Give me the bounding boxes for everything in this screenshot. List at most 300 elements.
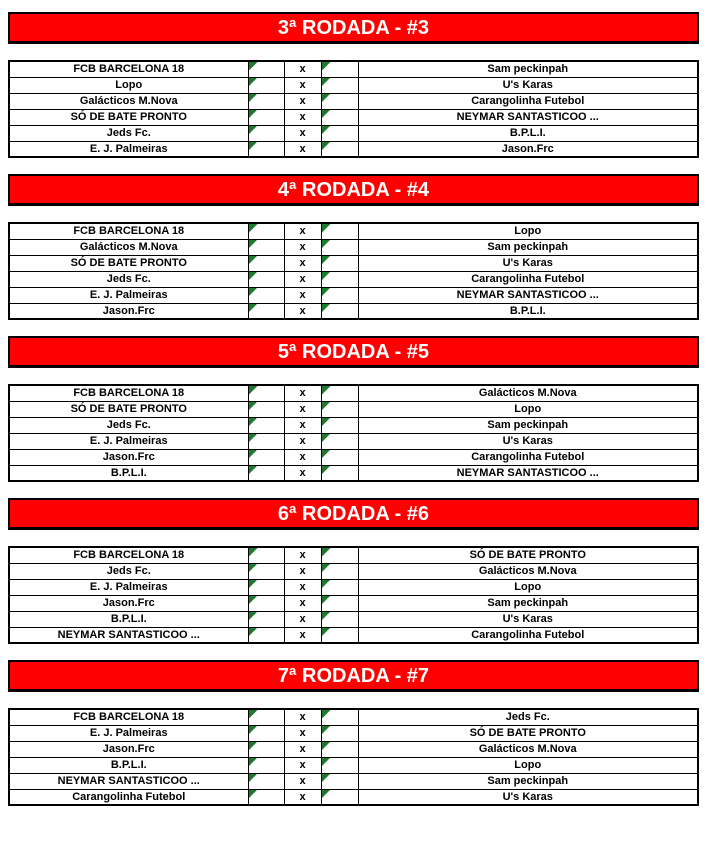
away-score-cell[interactable] (321, 627, 358, 643)
home-team-name: SÓ DE BATE PRONTO (70, 111, 187, 123)
comment-indicator-icon (322, 272, 331, 281)
comment-indicator-icon (322, 94, 331, 103)
home-team-cell[interactable] (9, 401, 248, 417)
comment-indicator-icon (249, 288, 258, 297)
comment-indicator-icon (249, 142, 258, 151)
home-score-cell[interactable] (248, 417, 284, 433)
home-score-cell[interactable] (248, 627, 284, 643)
home-score-cell[interactable] (248, 757, 284, 773)
away-team-cell[interactable] (358, 579, 698, 595)
comment-indicator-icon (249, 386, 258, 395)
home-team-cell[interactable] (9, 465, 248, 481)
round-title: 3ª RODADA - #3 (277, 16, 430, 39)
comment-indicator-icon (249, 78, 258, 87)
comment-indicator-icon (249, 564, 258, 573)
versus-cell (284, 239, 321, 255)
home-score-cell[interactable] (248, 255, 284, 271)
versus-cell (284, 725, 321, 741)
away-team-cell[interactable] (358, 449, 698, 465)
match-row (9, 93, 698, 109)
away-score-cell[interactable] (321, 563, 358, 579)
home-team-cell[interactable] (9, 547, 248, 563)
versus-cell (284, 385, 321, 401)
round-section (8, 498, 699, 644)
home-team-cell[interactable] (9, 141, 248, 157)
away-team-cell[interactable] (358, 125, 698, 141)
away-score-cell[interactable] (321, 725, 358, 741)
home-score-cell[interactable] (248, 223, 284, 239)
comment-indicator-icon (249, 62, 258, 71)
home-team-cell[interactable] (9, 709, 248, 725)
home-team-cell[interactable] (9, 303, 248, 319)
comment-indicator-icon (249, 774, 258, 783)
comment-indicator-icon (249, 272, 258, 281)
away-team-name: Carangolinha Futebol (471, 451, 585, 463)
versus-cell (284, 789, 321, 805)
round-banner (8, 336, 699, 368)
away-score-cell[interactable] (321, 773, 358, 789)
home-team-cell[interactable] (9, 579, 248, 595)
home-team-cell[interactable] (9, 61, 248, 77)
match-row (9, 757, 698, 773)
comment-indicator-icon (249, 596, 258, 605)
home-team-cell[interactable] (9, 595, 248, 611)
away-team-name: B.P.L.I. (509, 304, 546, 317)
home-score-cell[interactable] (248, 271, 284, 287)
versus-label: x (299, 759, 306, 771)
home-team-cell[interactable] (9, 611, 248, 627)
home-score-cell[interactable] (248, 595, 284, 611)
comment-indicator-icon (249, 94, 258, 103)
away-team-cell[interactable] (358, 141, 698, 157)
away-score-cell[interactable] (321, 239, 358, 255)
away-score-cell[interactable] (321, 579, 358, 595)
comment-indicator-icon (322, 596, 331, 605)
home-score-cell[interactable] (248, 401, 284, 417)
away-team-cell[interactable] (358, 789, 698, 805)
match-row (9, 449, 698, 465)
versus-label: x (299, 273, 306, 285)
versus-cell (284, 223, 321, 239)
round-title: 7ª RODADA - #7 (277, 664, 430, 687)
away-team-cell[interactable] (358, 271, 698, 287)
away-score-cell[interactable] (321, 141, 358, 157)
comment-indicator-icon (322, 240, 331, 249)
home-score-cell[interactable] (248, 547, 284, 563)
match-row (9, 611, 698, 627)
comment-indicator-icon (322, 402, 331, 411)
home-score-cell[interactable] (248, 579, 284, 595)
home-team-cell[interactable] (9, 789, 248, 805)
away-team-cell[interactable] (358, 433, 698, 449)
home-score-cell[interactable] (248, 109, 284, 125)
away-team-name: U's Karas (502, 790, 553, 803)
away-team-cell[interactable] (358, 239, 698, 255)
home-team-name: E. J. Palmeiras (89, 727, 168, 739)
match-row (9, 303, 698, 319)
comment-indicator-icon (249, 710, 258, 719)
away-score-cell[interactable] (321, 287, 358, 303)
matches-table (8, 708, 699, 806)
comment-indicator-icon (322, 628, 331, 637)
away-score-cell[interactable] (321, 595, 358, 611)
comment-indicator-icon (322, 78, 331, 87)
away-team-cell[interactable] (358, 595, 698, 611)
away-score-cell[interactable] (321, 547, 358, 563)
home-team-name: Jason.Frc (102, 304, 155, 317)
comment-indicator-icon (322, 774, 331, 783)
away-team-name: Lopo (514, 403, 542, 415)
match-row (9, 579, 698, 595)
versus-cell (284, 417, 321, 433)
away-score-cell[interactable] (321, 303, 358, 319)
comment-indicator-icon (322, 564, 331, 573)
away-team-cell[interactable] (358, 627, 698, 643)
versus-label: x (299, 257, 306, 269)
matches-body (9, 61, 698, 157)
home-team-name: Galácticos M.Nova (79, 241, 178, 253)
match-row (9, 547, 698, 563)
home-team-cell[interactable] (9, 741, 248, 757)
match-row (9, 401, 698, 417)
comment-indicator-icon (322, 742, 331, 751)
comment-indicator-icon (322, 726, 331, 735)
home-score-cell[interactable] (248, 725, 284, 741)
versus-cell (284, 579, 321, 595)
away-score-cell[interactable] (321, 417, 358, 433)
home-team-cell[interactable] (9, 223, 248, 239)
versus-cell (284, 109, 321, 125)
home-team-cell[interactable] (9, 271, 248, 287)
away-team-cell[interactable] (358, 109, 698, 125)
home-team-cell[interactable] (9, 563, 248, 579)
comment-indicator-icon (322, 224, 331, 233)
round-section (8, 660, 699, 806)
versus-cell (284, 255, 321, 271)
home-score-cell[interactable] (248, 385, 284, 401)
home-team-name: FCB BARCELONA 18 (73, 711, 185, 724)
away-score-cell[interactable] (321, 401, 358, 417)
match-row (9, 417, 698, 433)
home-score-cell[interactable] (248, 303, 284, 319)
away-team-cell[interactable] (358, 61, 698, 77)
versus-label: x (299, 451, 306, 463)
round-section (8, 12, 699, 158)
home-team-cell[interactable] (9, 125, 248, 141)
away-team-cell[interactable] (358, 611, 698, 627)
home-team-cell[interactable] (9, 433, 248, 449)
away-score-cell[interactable] (321, 433, 358, 449)
comment-indicator-icon (249, 126, 258, 135)
versus-cell (284, 93, 321, 109)
away-score-cell[interactable] (321, 449, 358, 465)
comment-indicator-icon (249, 418, 258, 427)
match-row (9, 109, 698, 125)
away-team-name: Sam peckinpah (487, 63, 569, 76)
comment-indicator-icon (249, 402, 258, 411)
home-score-cell[interactable] (248, 61, 284, 77)
home-team-name: Galácticos M.Nova (79, 95, 178, 107)
home-team-name: Jeds Fc. (106, 273, 151, 285)
home-team-cell[interactable] (9, 627, 248, 643)
away-score-cell[interactable] (321, 789, 358, 805)
home-team-name: B.P.L.I. (110, 466, 147, 479)
away-team-name: U's Karas (502, 435, 553, 447)
round-section (8, 336, 699, 482)
versus-label: x (299, 743, 306, 755)
match-row (9, 287, 698, 303)
home-score-cell[interactable] (248, 449, 284, 465)
home-team-cell[interactable] (9, 417, 248, 433)
away-team-cell[interactable] (358, 255, 698, 271)
versus-cell (284, 563, 321, 579)
versus-label: x (299, 597, 306, 609)
away-team-cell[interactable] (358, 417, 698, 433)
home-team-cell[interactable] (9, 239, 248, 255)
versus-cell (284, 741, 321, 757)
comment-indicator-icon (249, 224, 258, 233)
away-team-cell[interactable] (358, 757, 698, 773)
home-team-name: Jason.Frc (102, 451, 155, 463)
away-team-name: SÓ DE BATE PRONTO (469, 549, 586, 562)
home-team-name: E. J. Palmeiras (89, 142, 168, 155)
away-team-cell[interactable] (358, 741, 698, 757)
match-row (9, 741, 698, 757)
home-team-name: FCB BARCELONA 18 (73, 225, 185, 238)
round-banner (8, 498, 699, 530)
comment-indicator-icon (249, 742, 258, 751)
home-team-name: NEYMAR SANTASTICOO ... (57, 628, 200, 641)
match-row (9, 141, 698, 157)
versus-label: x (299, 225, 306, 238)
versus-cell (284, 125, 321, 141)
comment-indicator-icon (322, 418, 331, 427)
comment-indicator-icon (322, 110, 331, 119)
away-score-cell[interactable] (321, 125, 358, 141)
comment-indicator-icon (322, 386, 331, 395)
match-row (9, 789, 698, 805)
comment-indicator-icon (249, 580, 258, 589)
away-team-name: U's Karas (502, 257, 553, 269)
away-score-cell[interactable] (321, 109, 358, 125)
rounds-schedule (8, 12, 699, 806)
away-score-cell[interactable] (321, 93, 358, 109)
comment-indicator-icon (249, 790, 258, 799)
home-team-cell[interactable] (9, 287, 248, 303)
home-score-cell[interactable] (248, 93, 284, 109)
home-team-name: SÓ DE BATE PRONTO (70, 403, 187, 415)
versus-label: x (299, 711, 306, 724)
home-team-name: FCB BARCELONA 18 (73, 549, 185, 562)
home-score-cell[interactable] (248, 741, 284, 757)
matches-body (9, 385, 698, 481)
away-team-cell[interactable] (358, 303, 698, 319)
matches-body (9, 547, 698, 643)
versus-cell (284, 773, 321, 789)
match-row (9, 627, 698, 643)
away-team-name: Jason.Frc (501, 142, 554, 155)
away-score-cell[interactable] (321, 741, 358, 757)
away-score-cell[interactable] (321, 757, 358, 773)
versus-label: x (299, 727, 306, 739)
versus-cell (284, 61, 321, 77)
away-team-name: U's Karas (502, 613, 553, 625)
home-team-cell[interactable] (9, 109, 248, 125)
matches-table (8, 384, 699, 482)
home-team-name: E. J. Palmeiras (89, 435, 168, 447)
matches-table (8, 222, 699, 320)
match-row (9, 125, 698, 141)
home-score-cell[interactable] (248, 709, 284, 725)
match-row (9, 271, 698, 287)
away-team-cell[interactable] (358, 93, 698, 109)
comment-indicator-icon (249, 434, 258, 443)
match-row (9, 773, 698, 789)
away-team-cell[interactable] (358, 709, 698, 725)
away-team-cell[interactable] (358, 77, 698, 93)
round-title: 4ª RODADA - #4 (277, 178, 430, 201)
comment-indicator-icon (249, 548, 258, 557)
away-score-cell[interactable] (321, 611, 358, 627)
home-score-cell[interactable] (248, 773, 284, 789)
home-score-cell[interactable] (248, 125, 284, 141)
home-score-cell[interactable] (248, 287, 284, 303)
comment-indicator-icon (322, 580, 331, 589)
versus-label: x (299, 419, 306, 431)
versus-cell (284, 757, 321, 773)
home-team-name: Jason.Frc (102, 743, 155, 755)
away-team-name: Sam peckinpah (487, 597, 569, 609)
versus-label: x (299, 581, 306, 593)
versus-cell (284, 433, 321, 449)
home-team-cell[interactable] (9, 77, 248, 93)
versus-cell (284, 595, 321, 611)
away-team-name: Jeds Fc. (505, 711, 550, 724)
home-score-cell[interactable] (248, 611, 284, 627)
versus-label: x (299, 79, 306, 91)
away-team-cell[interactable] (358, 385, 698, 401)
versus-cell (284, 611, 321, 627)
versus-cell (284, 141, 321, 157)
versus-label: x (299, 289, 306, 301)
versus-label: x (299, 63, 306, 76)
round-banner (8, 12, 699, 44)
home-team-cell[interactable] (9, 255, 248, 271)
comment-indicator-icon (249, 466, 258, 475)
home-score-cell[interactable] (248, 789, 284, 805)
away-score-cell[interactable] (321, 77, 358, 93)
matches-body (9, 709, 698, 805)
comment-indicator-icon (249, 612, 258, 621)
home-team-name: FCB BARCELONA 18 (73, 63, 185, 76)
away-team-cell[interactable] (358, 465, 698, 481)
away-score-cell[interactable] (321, 385, 358, 401)
versus-label: x (299, 790, 306, 803)
away-team-name: Sam peckinpah (487, 775, 569, 787)
away-team-name: NEYMAR SANTASTICOO ... (456, 466, 599, 479)
home-score-cell[interactable] (248, 563, 284, 579)
away-score-cell[interactable] (321, 61, 358, 77)
away-team-cell[interactable] (358, 563, 698, 579)
versus-cell (284, 627, 321, 643)
away-team-name: Carangolinha Futebol (471, 95, 585, 107)
away-team-name: Carangolinha Futebol (471, 628, 585, 641)
away-team-name: Galácticos M.Nova (478, 565, 577, 577)
home-score-cell[interactable] (248, 141, 284, 157)
home-team-name: Jeds Fc. (106, 419, 151, 431)
away-score-cell[interactable] (321, 709, 358, 725)
match-row (9, 61, 698, 77)
comment-indicator-icon (322, 758, 331, 767)
home-team-cell[interactable] (9, 757, 248, 773)
versus-label: x (299, 387, 306, 400)
match-row (9, 563, 698, 579)
home-team-name: FCB BARCELONA 18 (73, 387, 185, 400)
comment-indicator-icon (322, 790, 331, 799)
away-team-name: Lopo (514, 225, 542, 238)
away-score-cell[interactable] (321, 223, 358, 239)
home-team-cell[interactable] (9, 449, 248, 465)
round-title: 5ª RODADA - #5 (277, 340, 430, 363)
comment-indicator-icon (322, 710, 331, 719)
away-team-cell[interactable] (358, 223, 698, 239)
versus-label: x (299, 613, 306, 625)
versus-label: x (299, 549, 306, 562)
versus-cell (284, 709, 321, 725)
away-team-cell[interactable] (358, 401, 698, 417)
away-team-cell[interactable] (358, 287, 698, 303)
match-row (9, 465, 698, 481)
round-section (8, 174, 699, 320)
home-team-cell[interactable] (9, 385, 248, 401)
comment-indicator-icon (322, 548, 331, 557)
away-team-name: B.P.L.I. (509, 127, 546, 139)
versus-label: x (299, 403, 306, 415)
home-score-cell[interactable] (248, 433, 284, 449)
away-score-cell[interactable] (321, 255, 358, 271)
home-team-cell[interactable] (9, 93, 248, 109)
home-team-name: Jeds Fc. (106, 127, 151, 139)
comment-indicator-icon (249, 256, 258, 265)
away-team-cell[interactable] (358, 725, 698, 741)
comment-indicator-icon (322, 256, 331, 265)
versus-label: x (299, 628, 306, 641)
match-row (9, 709, 698, 725)
versus-label: x (299, 111, 306, 123)
versus-label: x (299, 775, 306, 787)
home-team-name: Jason.Frc (102, 597, 155, 609)
away-team-name: Carangolinha Futebol (471, 273, 585, 285)
versus-cell (284, 547, 321, 563)
comment-indicator-icon (322, 450, 331, 459)
home-score-cell[interactable] (248, 465, 284, 481)
home-score-cell[interactable] (248, 239, 284, 255)
versus-cell (284, 271, 321, 287)
away-score-cell[interactable] (321, 271, 358, 287)
comment-indicator-icon (322, 304, 331, 313)
versus-cell (284, 287, 321, 303)
home-team-name: SÓ DE BATE PRONTO (70, 257, 187, 269)
home-score-cell[interactable] (248, 77, 284, 93)
away-team-cell[interactable] (358, 773, 698, 789)
home-team-cell[interactable] (9, 725, 248, 741)
comment-indicator-icon (249, 726, 258, 735)
away-team-cell[interactable] (358, 547, 698, 563)
match-row (9, 595, 698, 611)
away-team-name: Sam peckinpah (487, 241, 569, 253)
away-score-cell[interactable] (321, 465, 358, 481)
home-team-cell[interactable] (9, 773, 248, 789)
